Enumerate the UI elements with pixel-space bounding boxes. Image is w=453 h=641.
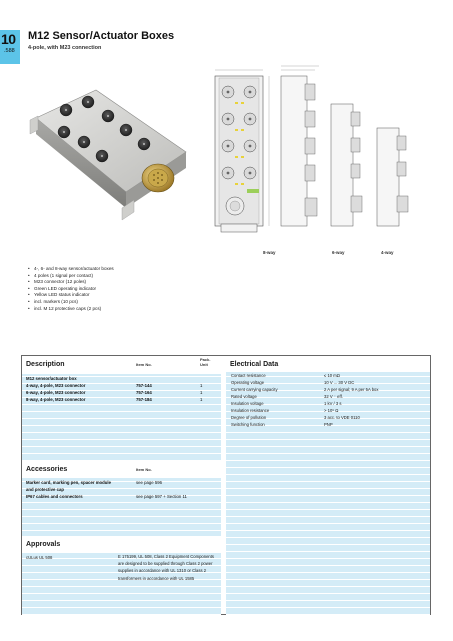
approvals-title: Approvals <box>26 541 61 548</box>
feature-item: • M23 connector (12 poles) <box>28 279 114 286</box>
table-row: Rated voltage 32 V ⁻ eff. <box>231 394 343 399</box>
table-row: Degree of pollution 3 acc. to VDE 0110 <box>231 415 360 420</box>
technical-drawing <box>205 62 435 262</box>
accessories-header <box>22 460 221 478</box>
table-row: 6-way, 4-pole, M23 connector 757-164 1 <box>26 390 203 395</box>
chapter-number: 10 <box>1 31 16 47</box>
electrical-header <box>226 356 430 372</box>
table-row: Switching function PNP <box>231 422 333 427</box>
variant-label-6-way: 6-way <box>332 250 345 255</box>
table-row: Operating voltage 10 V ... 30 V DC <box>231 380 355 385</box>
feature-item: • incl. M 12 protective caps (2 pcs) <box>28 306 114 313</box>
page-title: M12 Sensor/Actuator Boxes <box>28 30 175 42</box>
feature-item: • 4-, 6- and 8-way sensor/actuator boxes <box>28 266 114 273</box>
ordering-panel <box>22 356 221 614</box>
table-row: 8-way, 4-pole, M23 connector 757-184 1 <box>26 397 203 402</box>
page-subtitle: 4-pole, with M23 connection <box>28 45 102 51</box>
table-row: Contact resistance ≤ 10 mΩ <box>231 373 340 378</box>
electrical-panel <box>226 356 430 614</box>
table-row: and protective cap <box>26 487 64 492</box>
feature-item: • Yellow LED status indicator <box>28 292 114 299</box>
feature-item: • Green LED operating indicator <box>28 286 114 293</box>
electrical-title: Electrical Data <box>230 361 279 368</box>
variant-label-4-way: 4-way <box>381 250 394 255</box>
table-row: IP67 cables and connectors see page 597 + Section 11 <box>26 494 187 499</box>
approvals-header <box>22 536 221 553</box>
description-title: Description <box>26 361 65 368</box>
accessories-title: Accessories <box>26 466 68 473</box>
ul-approval-mark: cULus UL 508 <box>26 555 53 560</box>
table-row: 4-way, 4-pole, M23 connector 757-144 1 <box>26 383 203 388</box>
accessories-col-item: Item No. <box>136 467 152 472</box>
table-row: Current carrying capacity 2 A per signal; 9 A per 5A box <box>231 387 379 392</box>
feature-list <box>28 266 114 312</box>
product-photo <box>26 80 196 230</box>
description-header <box>22 356 221 374</box>
table-row: Insulation voltage 1 kV / 3 s <box>231 401 342 406</box>
table-row: Insulation resistance > 10⁹ Ω <box>231 408 339 413</box>
feature-item: • incl. markers (10 pcs) <box>28 299 114 306</box>
description-col-item: Item No. <box>136 362 152 367</box>
variant-label-8-way: 8-way <box>263 250 276 255</box>
table-row: Marker card, marking pen, spacer module see page 596 <box>26 480 163 485</box>
page-number: .588 <box>4 48 15 54</box>
approval-text: E 175199, UL 508, Class 2 Equipment Components are designed to be supplied through Class 2 power supplies in accordance with UL 1310 or Class 2 transformers in accordance with UL 1585 <box>118 554 214 581</box>
description-col-pack: Pack. Unit <box>200 357 211 367</box>
table-row: M12 sensor/actuator box <box>26 376 77 381</box>
feature-item: • 4 poles (1 signal per contact) <box>28 273 114 280</box>
